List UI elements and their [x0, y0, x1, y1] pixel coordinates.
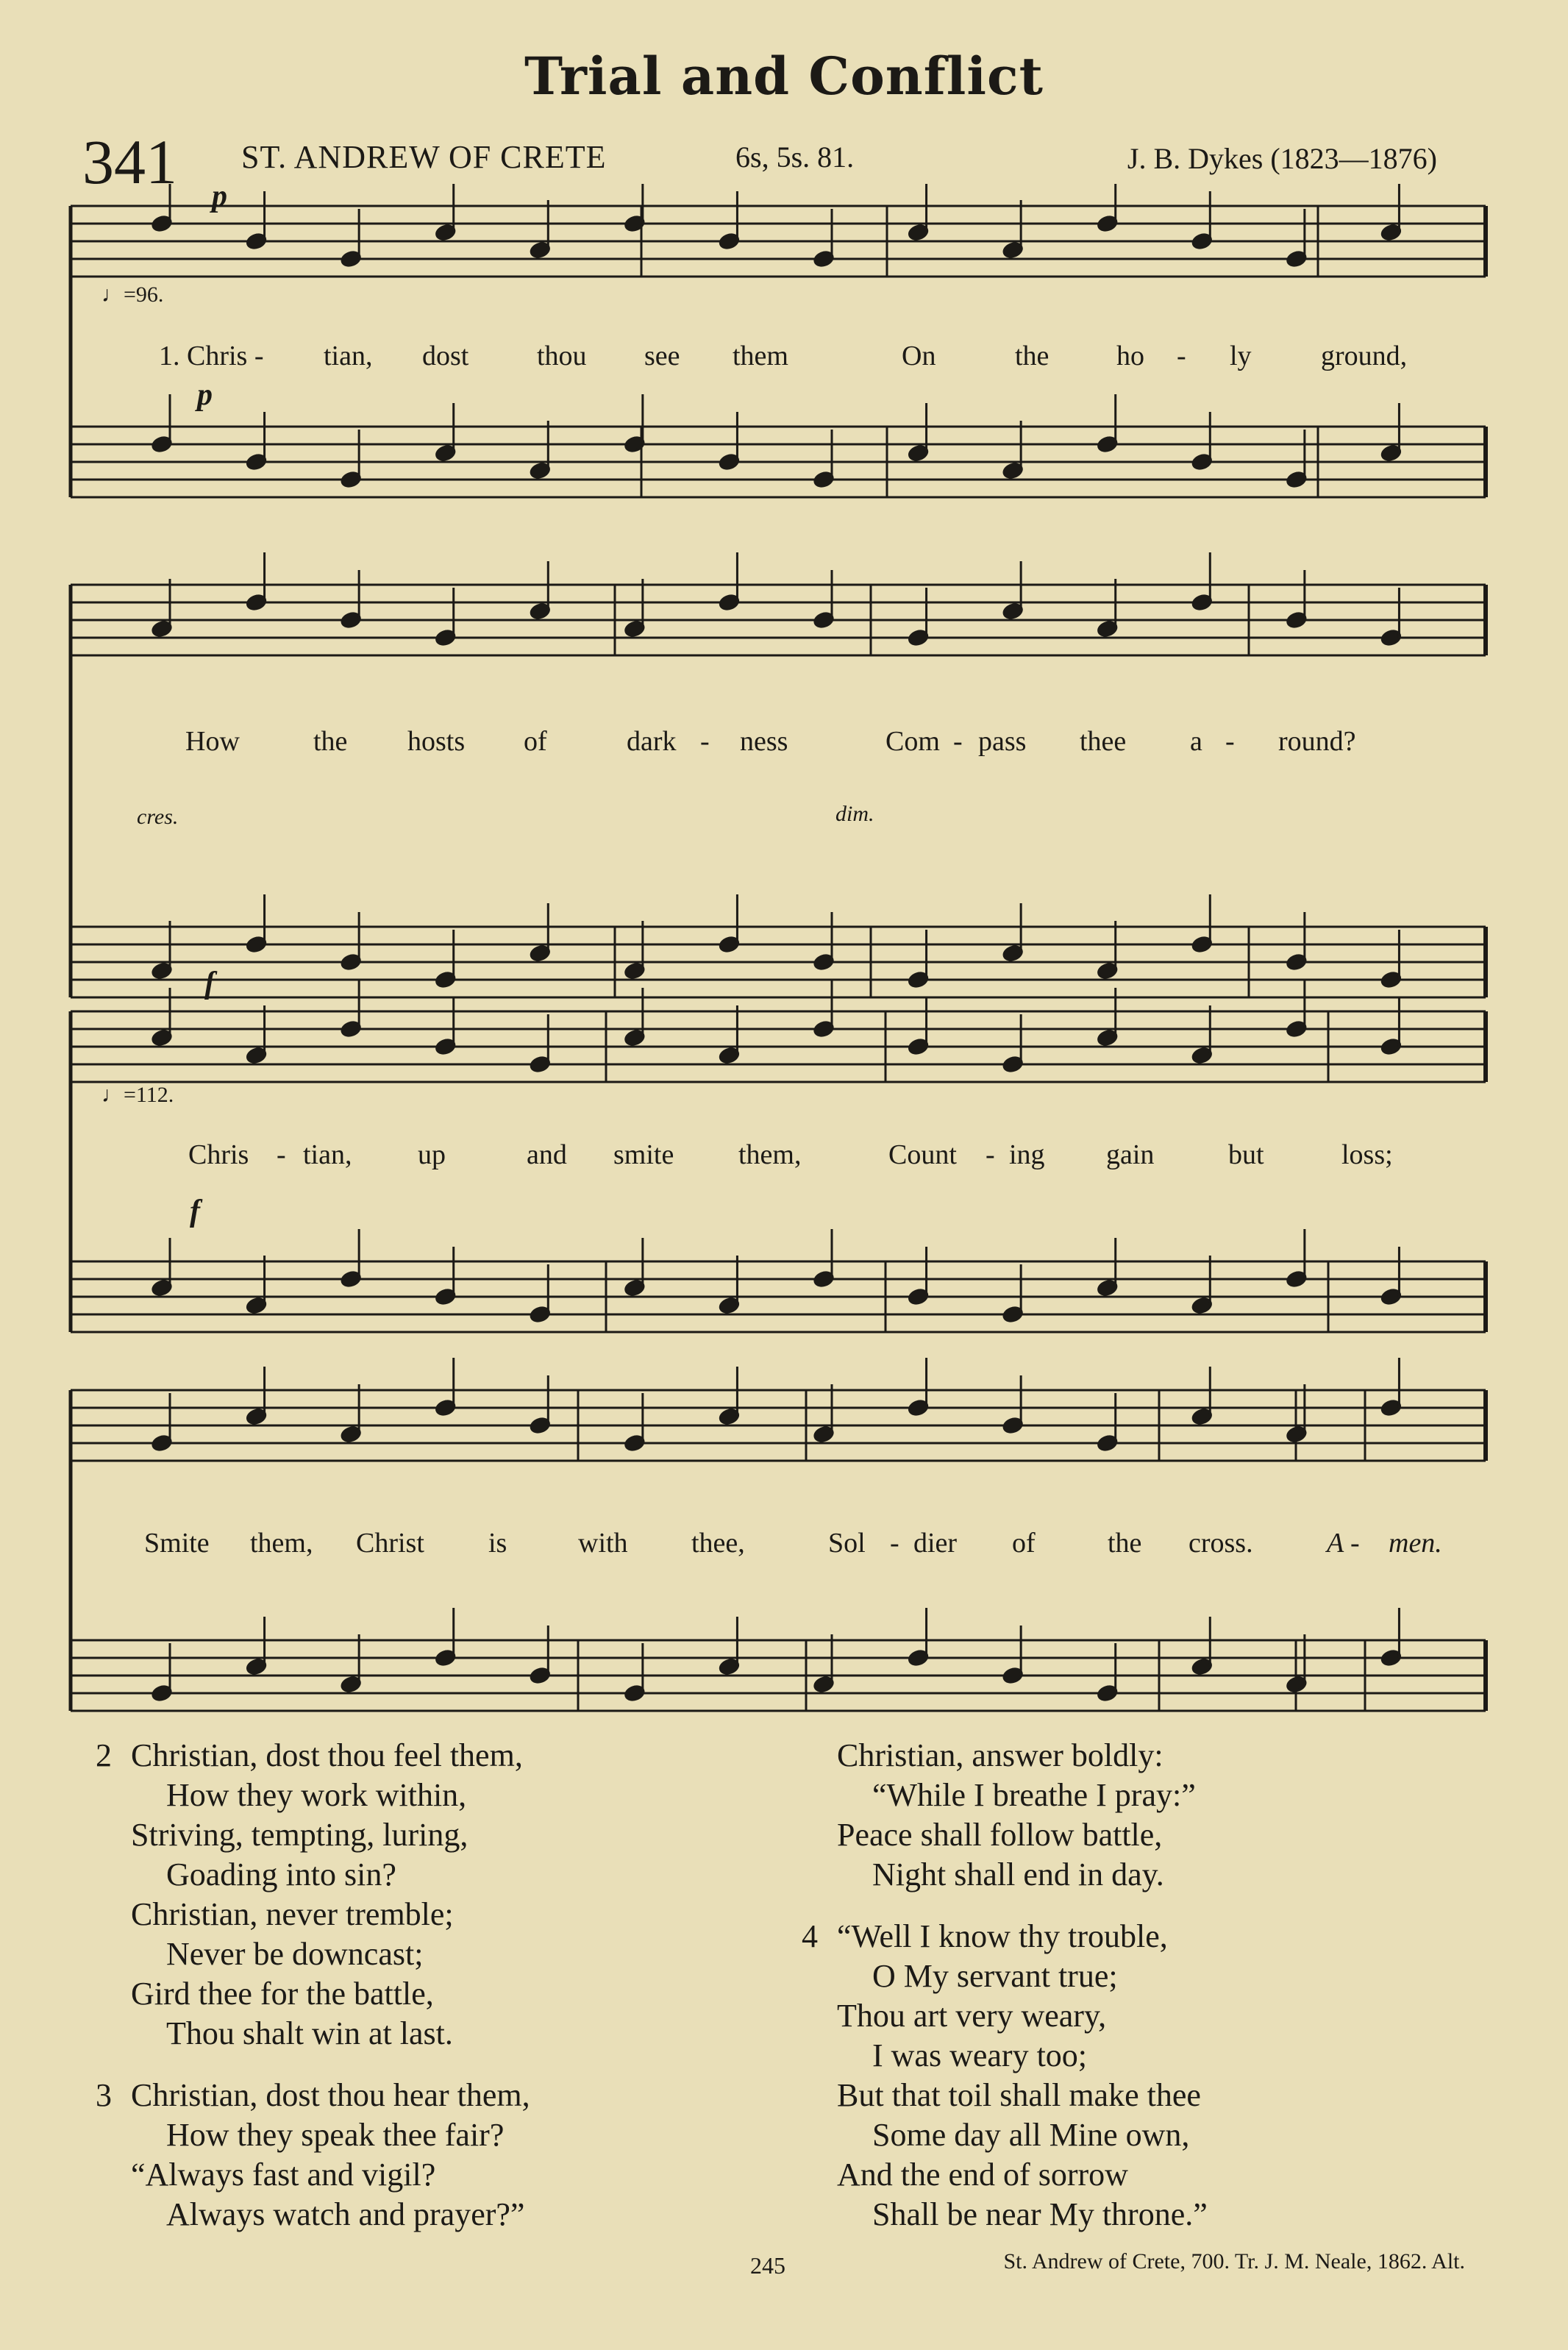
- lyrics-line-2: [185, 726, 1356, 757]
- lyric-syllable: men.: [1389, 1528, 1442, 1559]
- stanza-4: [802, 1917, 1208, 2235]
- verse-line: [96, 2115, 530, 2155]
- lyric-syllable: -: [700, 726, 710, 757]
- lyric-syllable: ness: [740, 726, 788, 757]
- music-score: [0, 184, 1568, 1714]
- lyric-syllable: How: [185, 726, 240, 757]
- lyric-syllable: smite: [613, 1139, 674, 1170]
- verse-text: Peace shall follow battle,: [837, 1817, 1163, 1853]
- lyric-syllable: tian,: [303, 1139, 352, 1170]
- lyric-syllable: -: [953, 726, 963, 757]
- score-svg: [0, 184, 1568, 1714]
- lyric-syllable: ly: [1230, 341, 1252, 371]
- verse-text: Goading into sin?: [166, 1856, 396, 1893]
- lyrics-line-3: [188, 1139, 1393, 1170]
- lyric-syllable: -: [1177, 341, 1186, 371]
- verse-line: [802, 2076, 1208, 2115]
- dynamic-p: p: [197, 378, 213, 412]
- lyric-syllable: and: [527, 1139, 567, 1170]
- verse-text: “Well I know thy trouble,: [837, 1918, 1168, 1954]
- tempo-marking: ♩=112.: [101, 1083, 174, 1107]
- lyric-syllable: A: [1327, 1528, 1344, 1559]
- composer: J. B. Dykes (1823—1876): [1127, 142, 1437, 175]
- verse-text: Never be downcast;: [166, 1936, 424, 1972]
- lyric-syllable: 1. Chris -: [159, 341, 264, 371]
- verse-text: And the end of sorrow: [837, 2157, 1128, 2193]
- lyric-syllable: -: [1225, 726, 1235, 757]
- lyric-syllable: pass: [978, 726, 1027, 757]
- lyric-syllable: cross.: [1189, 1528, 1253, 1559]
- verse-text: O My servant true;: [872, 1958, 1118, 1994]
- lyric-syllable: On: [902, 341, 936, 371]
- lyric-syllable: round?: [1278, 726, 1356, 757]
- lyric-syllable: them,: [250, 1528, 313, 1559]
- lyric-syllable: loss;: [1341, 1139, 1393, 1170]
- lyric-syllable: is: [488, 1528, 507, 1559]
- stanza-2: [96, 1736, 530, 2054]
- verse-text: Thou art very weary,: [837, 1998, 1107, 2034]
- verse-text: “Always fast and vigil?: [131, 2157, 436, 2193]
- lyric-syllable: see: [644, 341, 680, 371]
- lyric-syllable: dark: [627, 726, 677, 757]
- verse-line: [96, 1895, 530, 1934]
- hymn-number: 341: [82, 127, 177, 197]
- lyric-syllable: them,: [738, 1139, 802, 1170]
- tune-name: ST. ANDREW OF CRETE: [241, 139, 607, 175]
- verse-text: Christian, answer boldly:: [837, 1737, 1163, 1773]
- lyric-syllable: Count: [888, 1139, 957, 1170]
- lyric-syllable: Chris: [188, 1139, 249, 1170]
- lyric-syllable: Com: [885, 726, 940, 757]
- lyric-syllable: ground,: [1321, 341, 1408, 371]
- verse-number: 4: [802, 1918, 818, 1954]
- lyric-syllable: thee: [1080, 726, 1127, 757]
- lyric-syllable: the: [1015, 341, 1050, 371]
- lyric-syllable: with: [578, 1528, 628, 1559]
- lyric-syllable: gain: [1106, 1139, 1155, 1170]
- dynamic-cres: cres.: [137, 805, 179, 829]
- verse-number: 2: [96, 1737, 112, 1773]
- lyric-syllable: ing: [1009, 1139, 1045, 1170]
- verse-line: [802, 1815, 1208, 1855]
- verse-line: [802, 1776, 1208, 1815]
- verse-line: [802, 1855, 1208, 1895]
- verse-text: Christian, dost thou hear them,: [131, 2077, 530, 2113]
- lyric-syllable: ho: [1116, 341, 1144, 371]
- verses-left-column: [96, 1736, 530, 2257]
- notes: [152, 184, 1401, 1702]
- verse-text: Christian, dost thou feel them,: [131, 1737, 523, 1773]
- verse-text: I was weary too;: [872, 2037, 1088, 2073]
- lyrics-line-1: [159, 341, 1407, 371]
- dynamic-f: f: [190, 1194, 200, 1228]
- verse-text: How they speak thee fair?: [166, 2117, 505, 2153]
- verse-line: [802, 1917, 1208, 1956]
- verse-text: Gird thee for the battle,: [131, 1976, 434, 2012]
- lyric-syllable: up: [418, 1139, 446, 1170]
- lyric-syllable: of: [524, 726, 547, 757]
- dynamic-dim: dim.: [835, 802, 874, 826]
- staves: [71, 206, 1486, 1711]
- verse-text: But that toil shall make thee: [837, 2077, 1201, 2113]
- verse-text: Striving, tempting, luring,: [131, 1817, 468, 1853]
- verse-text: Some day all Mine own,: [872, 2117, 1190, 2153]
- lyric-syllable: -: [890, 1528, 899, 1559]
- verse-line: [802, 2036, 1208, 2076]
- verses-right-column: [802, 1736, 1208, 2257]
- verse-line: [802, 1736, 1208, 1776]
- verse-line: [96, 1934, 530, 1974]
- verse-text: Thou shalt win at last.: [166, 2015, 453, 2051]
- lyric-syllable: thee,: [691, 1528, 745, 1559]
- verse-text: Shall be near My throne.”: [872, 2196, 1208, 2232]
- lyric-syllable: Christ: [356, 1528, 424, 1559]
- verse-line: [802, 1996, 1208, 2036]
- lyric-syllable: a: [1190, 726, 1202, 757]
- stanza-3: [96, 2076, 530, 2235]
- verse-line: [802, 2195, 1208, 2235]
- lyric-syllable: the: [313, 726, 348, 757]
- lyric-syllable: of: [1012, 1528, 1036, 1559]
- verse-line: [802, 2115, 1208, 2155]
- verse-line: [96, 2014, 530, 2054]
- verse-text: Christian, never tremble;: [131, 1896, 454, 1932]
- lyric-syllable: thou: [537, 341, 587, 371]
- verse-text: Always watch and prayer?”: [166, 2196, 525, 2232]
- lyric-syllable: Sol: [828, 1528, 866, 1559]
- verse-number: 3: [96, 2077, 112, 2113]
- verse-line: [96, 2155, 530, 2195]
- verse-line: [96, 1855, 530, 1895]
- page-title: Trial and Conflict: [524, 46, 1044, 107]
- lyric-syllable: -: [277, 1139, 286, 1170]
- lyric-syllable: tian,: [324, 341, 373, 371]
- verse-line: [802, 2155, 1208, 2195]
- dynamic-f: f: [204, 966, 215, 1000]
- lyric-syllable: them: [733, 341, 788, 371]
- verse-line: [96, 2076, 530, 2115]
- verse-line: [802, 1956, 1208, 1996]
- lyric-syllable: Smite: [144, 1528, 210, 1559]
- lyric-syllable: -: [986, 1139, 995, 1170]
- text-attribution: St. Andrew of Crete, 700. Tr. J. M. Neale, 1862. Alt.: [1003, 2249, 1465, 2274]
- lyrics-line-4: [144, 1528, 1442, 1559]
- lyric-syllable: dost: [422, 341, 469, 371]
- meter: 6s, 5s. 81.: [735, 140, 855, 174]
- verse-line: [96, 2195, 530, 2235]
- dynamic-p: p: [212, 184, 227, 213]
- verse-text: Night shall end in day.: [872, 1856, 1164, 1893]
- stanza-3-continued: [802, 1736, 1208, 1895]
- lyric-syllable: dier: [913, 1528, 958, 1559]
- verse-text: “While I breathe I pray:”: [872, 1777, 1196, 1813]
- verse-text: How they work within,: [166, 1777, 467, 1813]
- lyric-syllable: but: [1228, 1139, 1264, 1170]
- page-number: 245: [750, 2252, 785, 2279]
- tempo-marking: ♩=96.: [101, 282, 164, 307]
- verse-line: [96, 1776, 530, 1815]
- lyric-syllable: the: [1108, 1528, 1142, 1559]
- lyric-syllable: hosts: [407, 726, 466, 757]
- verse-line: [96, 1815, 530, 1855]
- verse-line: [96, 1736, 530, 1776]
- verse-line: [96, 1974, 530, 2014]
- hymn-header: [0, 125, 1568, 197]
- lyric-syllable: -: [1350, 1528, 1360, 1559]
